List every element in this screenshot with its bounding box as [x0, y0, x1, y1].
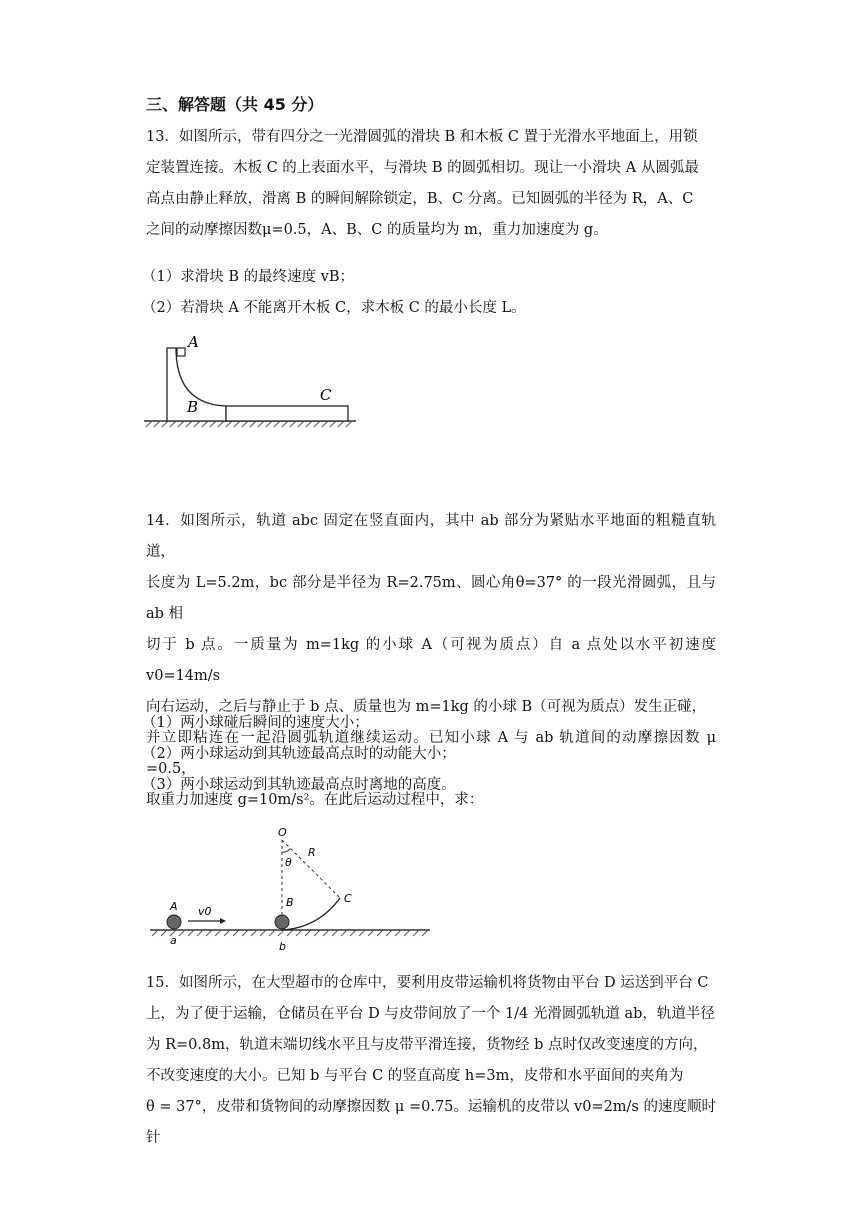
q13-line: 之间的动摩擦因数μ=0.5，A、B、C 的质量均为 m，重力加速度为 g。 — [146, 222, 608, 238]
q14-line: 向右运动，之后与静止于 b 点、质量也为 m=1kg 的小球 B（可视为质点）发生正碰， — [146, 699, 707, 715]
q14-parts — [142, 708, 456, 801]
q15-line: 不改变速度的大小。已知 b 与平台 C 的竖直高度 h=3m，皮带和水平面间的夹角为 — [146, 1068, 684, 1084]
q14-label-b-point: b — [279, 940, 286, 953]
section-heading: 三、解答题（共 45 分） — [146, 95, 324, 114]
q14-label-b-ball: B — [286, 896, 294, 909]
q15-line: θ = 37°，皮带和货物间的动摩擦因数 μ =0.75。运输机的皮带以 v0=2m/s 的速度顺时针 — [146, 1099, 716, 1146]
q14-label-theta: θ — [285, 856, 292, 869]
q13-label-b: B — [187, 398, 199, 416]
q14-line: 并立即粘连在一起沿圆弧轨道继续运动。已知小球 A 与 ab 轨道间的动摩擦因数 μ =0.5， — [146, 730, 716, 777]
q15-text — [146, 968, 716, 1154]
q14-part: （3）两小球运动到其轨迹最高点时离地的高度。 — [142, 777, 456, 793]
q13-line: 13．如图所示，带有四分之一光滑圆弧的滑块 B 和木板 C 置于光滑水平地面上，用锁 — [146, 129, 698, 145]
q14-line: 切于 b 点。一质量为 m=1kg 的小球 A（可视为质点）自 a 点处以水平初速度 v0=14m/s — [146, 637, 716, 684]
q15-line: 15．如图所示，在大型超市的仓库中，要利用皮带运输机将货物由平台 D 运送到平台 C — [146, 975, 709, 991]
q13-part: （1）求滑块 B 的最终速度 vB； — [142, 269, 355, 285]
q13-label-a: A — [188, 333, 199, 351]
q15-line: 为 R=0.8m，轨道末端切线水平且与皮带平滑连接，货物经 b 点时仅改变速度的方向， — [146, 1037, 708, 1053]
q14-figure — [146, 820, 436, 955]
q13-text — [146, 122, 716, 246]
q14-part: （2）两小球运动到其轨迹最高点时的动能大小； — [142, 746, 456, 762]
q14-part: （1）两小球碰后瞬间的速度大小； — [142, 715, 369, 731]
q14-line: 长度为 L=5.2m，bc 部分是半径为 R=2.75m、圆心角θ=37° 的一段光滑圆弧，且与 ab 相 — [146, 575, 716, 622]
q13-line: 高点由静止释放，滑离 B 的瞬间解除锁定，B、C 分离。已知圆弧的半径为 R，A、C — [146, 191, 694, 207]
q14-label-v0: v0 — [198, 905, 212, 918]
q14-label-a-point: a — [170, 934, 177, 947]
q13-parts — [142, 262, 526, 324]
q14-line: 取重力加速度 g=10m/s²。在此后运动过程中，求： — [146, 792, 484, 808]
q13-part: （2）若滑块 A 不能离开木板 C，求木板 C 的最小长度 L。 — [142, 300, 526, 316]
q13-label-c: C — [320, 386, 332, 404]
q14-label-a-ball: A — [170, 900, 178, 913]
q15-line: 上，为了便于运输，仓储员在平台 D 与皮带间放了一个 1/4 光滑圆弧轨道 ab，轨道半径 — [146, 1006, 715, 1022]
q14-line: 14．如图所示，轨道 abc 固定在竖直面内，其中 ab 部分为紧贴水平地面的粗糙直轨道， — [146, 513, 716, 560]
q14-label-c: C — [344, 892, 352, 905]
q14-label-o: O — [278, 826, 287, 839]
q14-label-r: R — [308, 846, 316, 859]
q13-figure — [140, 332, 360, 432]
q13-line: 定装置连接。木板 C 的上表面水平，与滑块 B 的圆弧相切。现让一小滑块 A 从圆弧最 — [146, 160, 699, 176]
